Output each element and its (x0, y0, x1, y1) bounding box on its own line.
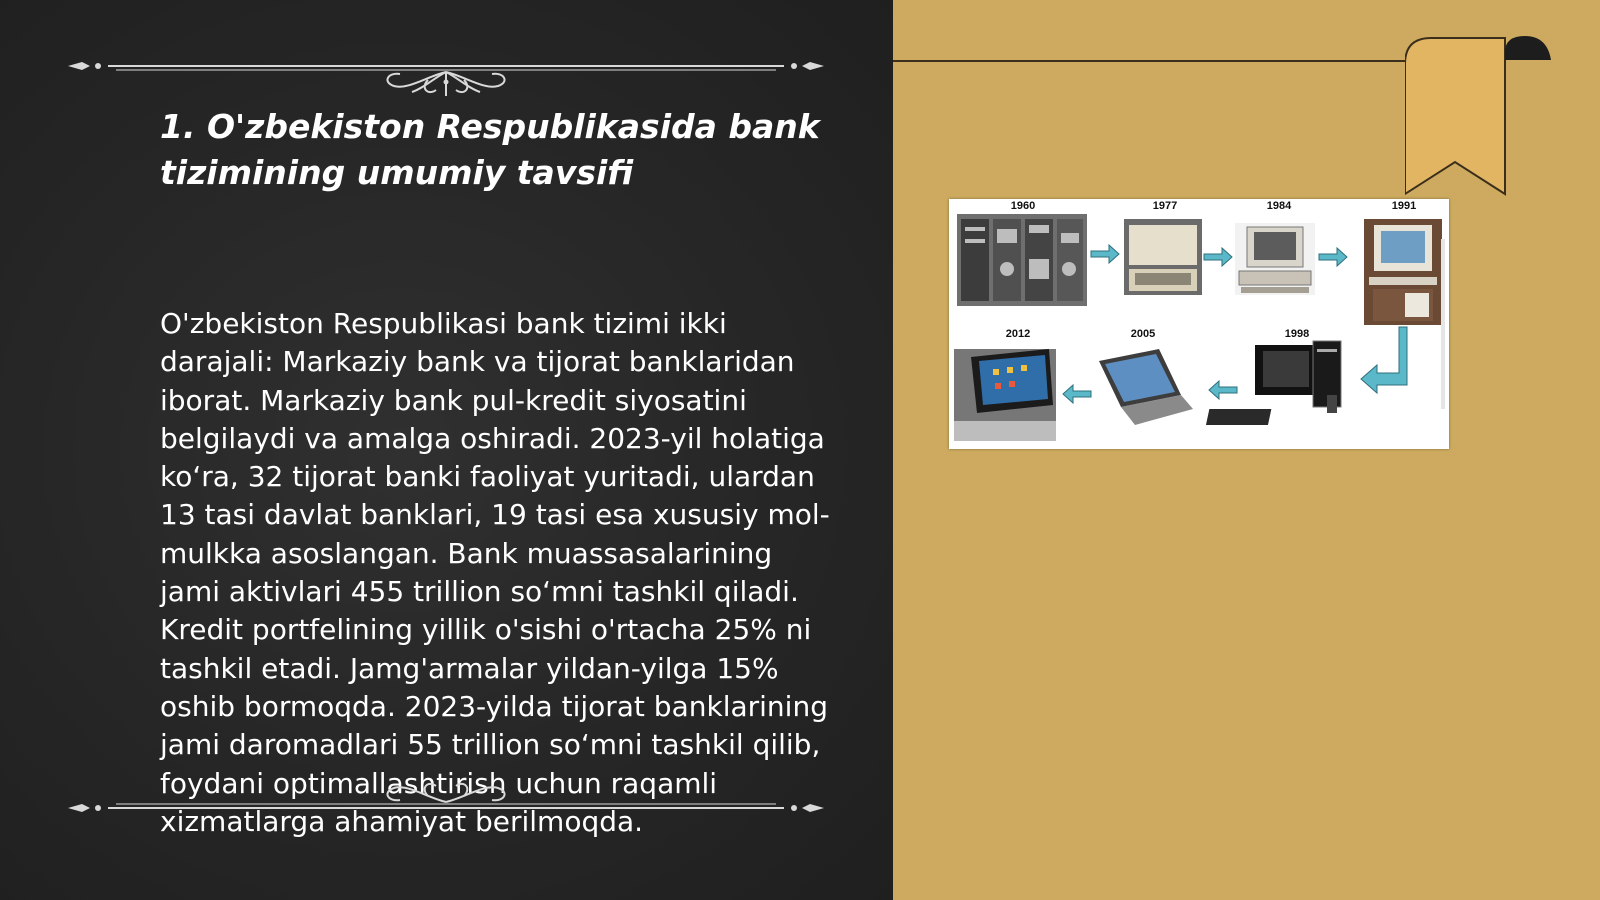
apple-ii-computer-icon (1124, 219, 1202, 295)
slide-body-text: O'zbekiston Respublikasi bank tizimi ikki darajali: Markaziy bank va tijorat banklaridan iborat. Markaziy bank pul-kredit siyosatini belgilaydi va amalga oshiradi. 2023-yil holatiga ko‘ra, 32 tijorat banki faoliyat yuritadi, ulardan 13 tasi davlat banklari, 19 tasi esa xususiy mol-mulkka asoslangan. Bank muassasalarining jami aktivlari 455 trillion so‘mni tashkil qiladi. Kredit portfelining yillik o'sishi o'rtacha 25% ni tashkil etadi. Jamg'armalar yildan-yilga 15% oshib bormoqda. 2023-yilda tijorat banklarining jami daromadlari 55 trillion so‘mni tashkil qilib, foydani optimallashtirish uchun raqamli xizmatlarga ahamiyat berilmoqda. (160, 307, 830, 838)
desktop-1998-computer-icon (1206, 341, 1341, 425)
year-label-1960: 1960 (1010, 200, 1036, 212)
arrow-left-icon (1063, 385, 1091, 403)
arrow-right-icon (1204, 248, 1232, 266)
tablet-computer-icon (954, 349, 1056, 441)
ornament-divider-bottom-icon (68, 780, 824, 840)
horizontal-divider (893, 60, 1438, 62)
year-label-1984: 1984 (1266, 200, 1292, 212)
arrow-down-left-icon (1361, 327, 1407, 393)
arrow-left-icon (1209, 381, 1237, 399)
year-label-1991: 1991 (1391, 200, 1417, 212)
mainframe-computer-icon (957, 214, 1087, 306)
computer-evolution-image (949, 199, 1449, 449)
bookmark-ribbon-icon (1405, 34, 1560, 199)
year-label-2005: 2005 (1130, 328, 1156, 340)
year-label-1998: 1998 (1284, 328, 1310, 340)
right-panel (893, 0, 1600, 900)
ornament-divider-top-icon (68, 36, 824, 96)
desktop-1991-computer-icon (1364, 219, 1442, 325)
arrow-right-icon (1091, 245, 1119, 263)
arrow-right-icon (1319, 248, 1347, 266)
year-label-2012: 2012 (1005, 328, 1031, 340)
ibm-pc-computer-icon (1235, 223, 1315, 295)
year-label-1977: 1977 (1152, 200, 1178, 212)
laptop-computer-icon (1099, 349, 1193, 425)
slide-title: 1. O'zbekiston Respublikasida bank tizimining umumiy tavsifi (160, 107, 820, 192)
